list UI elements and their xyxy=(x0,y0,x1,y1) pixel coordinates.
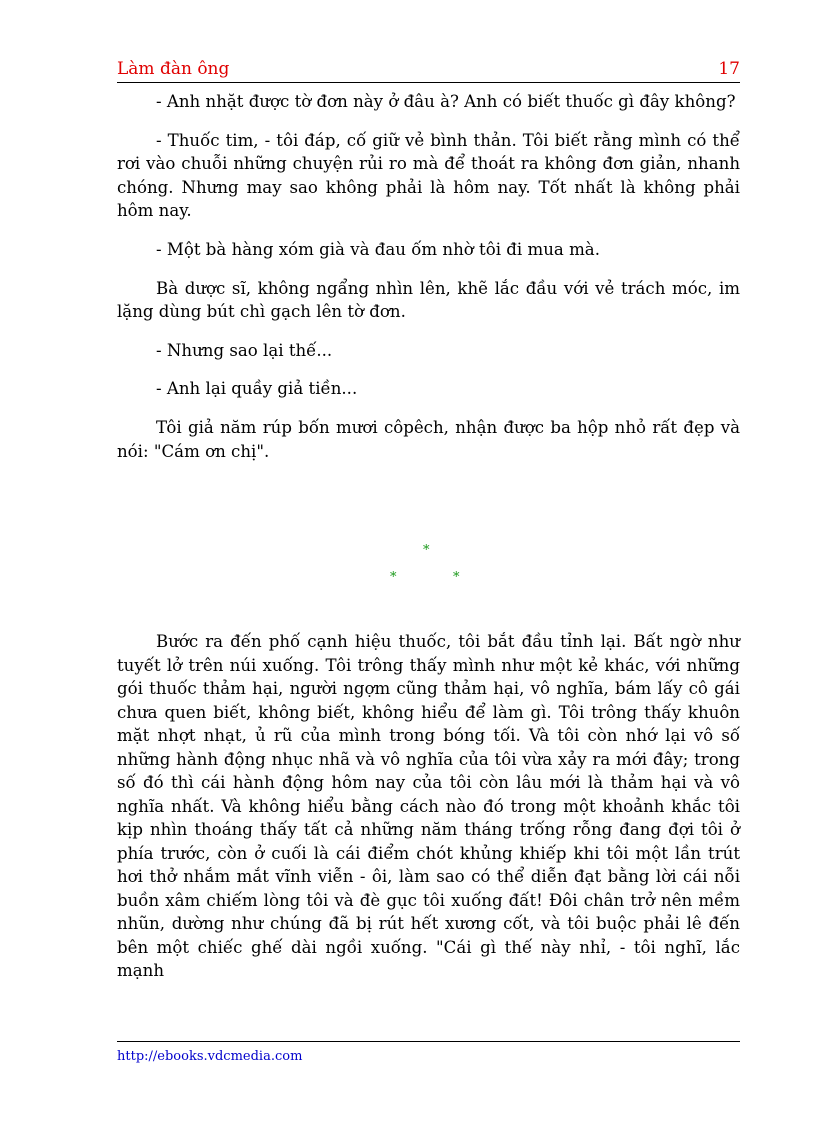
paragraph: - Anh lại quầy giả tiền... xyxy=(156,379,358,399)
asterisk-right: * xyxy=(453,570,460,585)
section-break xyxy=(117,541,740,591)
paragraph: Tôi giả năm rúp bốn mươi côpêch, nhận được ba hộp nhỏ rất đẹp và nói: "Cám ơn chị". xyxy=(117,417,740,461)
asterisk-top: * xyxy=(423,543,430,558)
body-text-bottom xyxy=(117,630,740,983)
page-number: 17 xyxy=(718,59,740,79)
footer-link[interactable]: http://ebooks.vdcmedia.com xyxy=(117,1049,303,1064)
asterisk-left: * xyxy=(390,570,397,585)
paragraph: - Một bà hàng xóm già và đau ốm nhờ tôi đi mua mà. xyxy=(156,239,600,259)
paragraph: - Thuốc tim, - tôi đáp, cố giữ vẻ bình thản. Tôi biết rằng mình có thể rơi vào chuỗi những chuyện rủi ro mà để thoát ra không đơn giản, nhanh chóng. Nhưng may sao không phải là hôm nay. Tốt nhất là không phải hôm nay. xyxy=(117,130,740,221)
paragraph: - Nhưng sao lại thế... xyxy=(156,340,333,360)
footer-divider xyxy=(117,1041,740,1042)
body-text-top xyxy=(117,90,740,478)
book-title: Làm đàn ông xyxy=(117,59,230,79)
paragraph: - Anh nhặt được tờ đơn này ở đâu à? Anh có biết thuốc gì đây không? xyxy=(156,92,736,111)
paragraph: Bước ra đến phố cạnh hiệu thuốc, tôi bắt đầu tỉnh lại. Bất ngờ như tuyết lở trên núi xuống. Tôi trông thấy mình như một kẻ khác, với những gói thuốc thảm hại, người ngợm cũng thảm hại, vô nghĩa, bám lấy cô gái chưa quen biết, không biết, không hiểu để làm gì. Tôi trông thấy khuôn mặt nhợt nhạt, ủ rũ của mình trong bóng tối. Và tôi còn nhớ lại vô số những hành động nhục nhã và vô nghĩa của tôi vừa xảy ra mới đây; trong số đó thì cái hành động hôm nay của tôi còn lâu mới là thảm hại và vô nghĩa nhất. Và không hiểu bằng cách nào đó trong một khoảnh khắc tôi kịp nhìn thoáng thấy tất cả những năm tháng trống rỗng đang đợi tôi ở phía trước, còn ở cuối là cái điểm chót khủng khiếp khi tôi một lần trút hơi thở nhắm mắt vĩnh viễn - ôi, làm sao có thể diễn đạt bằng lời cái nỗi buồn xâm chiếm lòng tôi và đè gục tôi xuống đất! Đôi chân trở nên mềm nhũn, dường như chúng đã bị rút hết xương cốt, và tôi buộc phải lê đến bên một chiếc ghế dài ngồi xuống. "Cái gì thế này nhỉ, - tôi nghĩ, lắc mạnh xyxy=(117,632,740,980)
paragraph: Bà dược sĩ, không ngẩng nhìn lên, khẽ lắc đầu với vẻ trách móc, im lặng dùng bút chì gạch lên tờ đơn. xyxy=(117,278,740,322)
page-header xyxy=(117,58,740,83)
